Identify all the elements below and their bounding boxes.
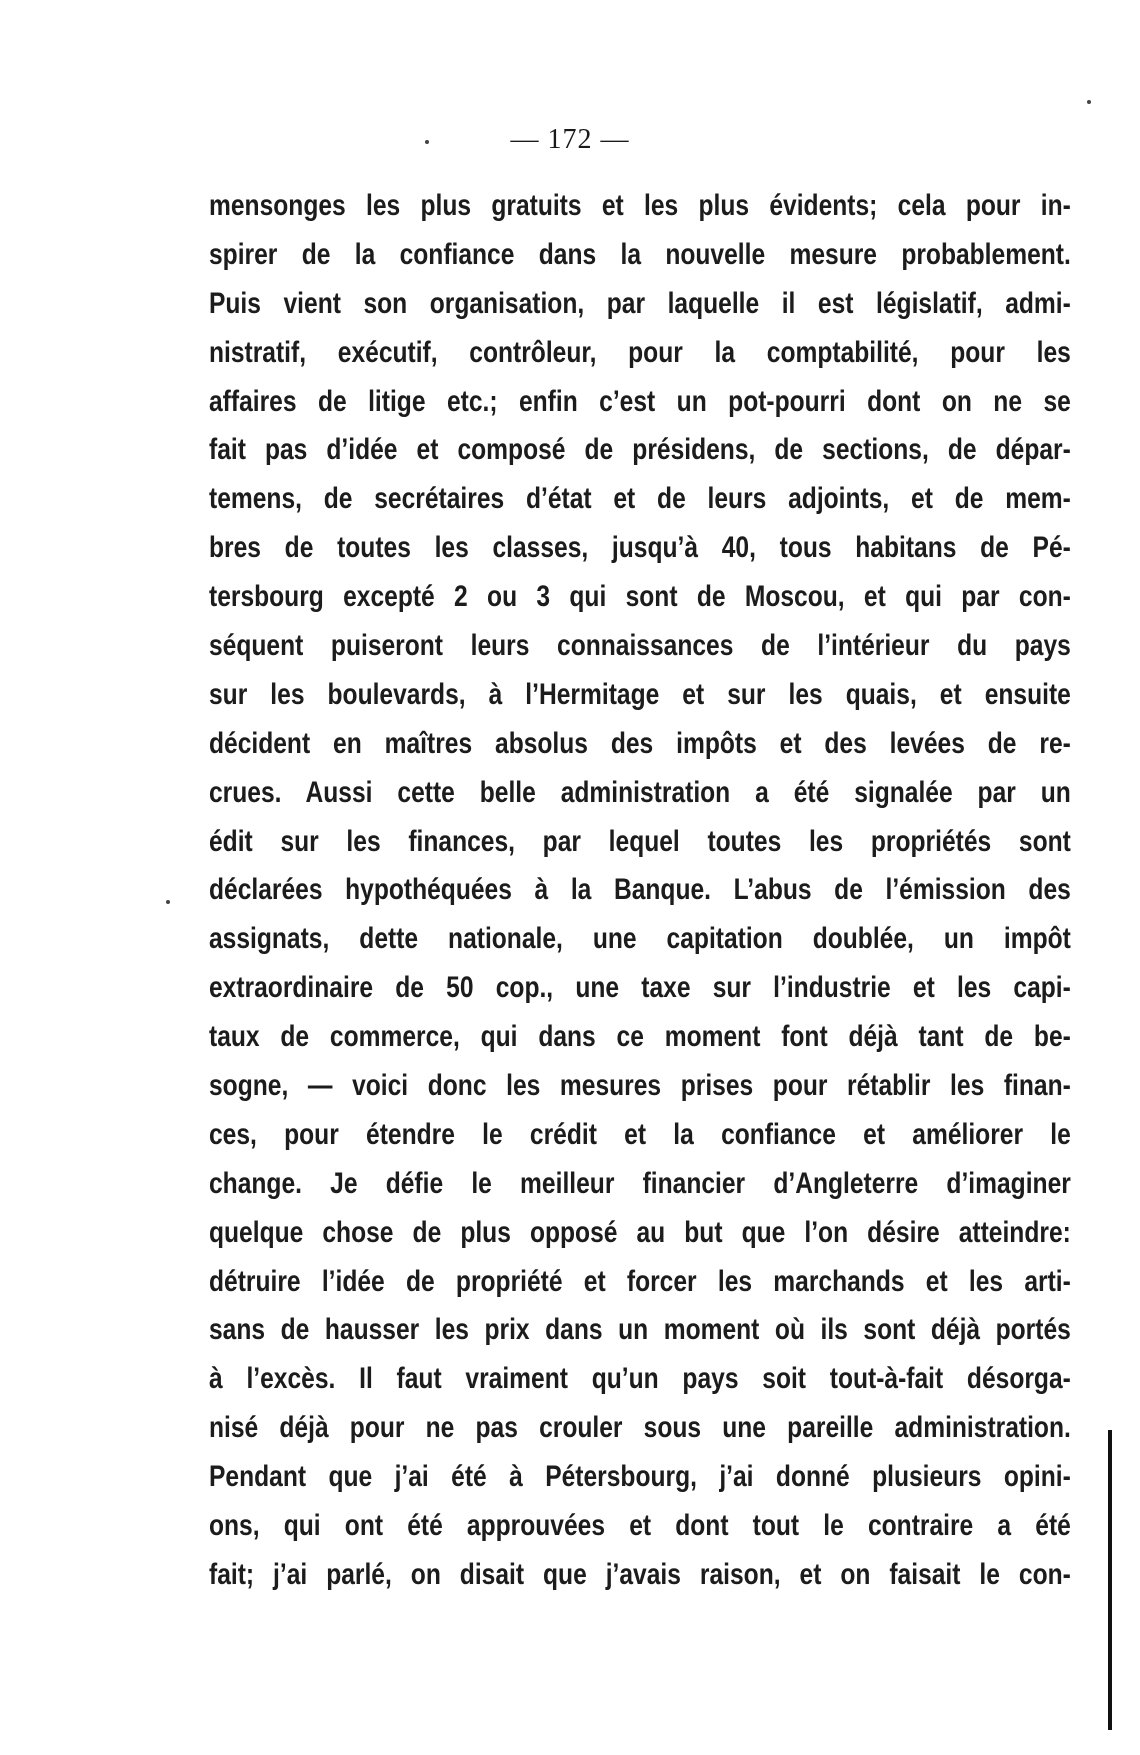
text-line: fait pas d’idée et composé de présidens, de sections, de dépar- [209,433,1071,467]
text-line: ons, qui ont été approuvées et dont tout le contraire a été [209,1509,1071,1543]
text-line: sur les boulevards, à l’Hermitage et sur les quais, et ensuite [209,677,1071,711]
text-line: nisé déjà pour ne pas crouler sous une pareille administration. [209,1411,1071,1445]
text-line: taux de commerce, qui dans ce moment font déjà tant de be- [209,1020,1071,1054]
scan-speck [1087,100,1091,104]
text-line: nistratif, exécutif, contrôleur, pour la comptabilité, pour les [209,335,1071,369]
body-text [209,182,1071,1600]
text-line: déclarées hypothéquées à la Banque. L’abus de l’émission des [209,873,1071,907]
text-line: extraordinaire de 50 cop., une taxe sur l’industrie et les capi- [209,971,1071,1005]
text-line: sogne, — voici donc les mesures prises pour rétablir les finan- [209,1069,1071,1103]
text-line: bres de toutes les classes, jusqu’à 40, tous habitans de Pé- [209,531,1071,565]
text-line: séquent puiseront leurs connaissances de l’intérieur du pays [209,629,1071,663]
scan-speck [166,900,170,904]
text-line: affaires de litige etc.; enfin c’est un pot-pourri dont on ne se [209,384,1071,418]
text-line: Puis vient son organisation, par laquelle il est législatif, admi- [209,286,1071,320]
text-line: décident en maîtres absolus des impôts et des levées de re- [209,726,1071,760]
text-line: tersbourg excepté 2 ou 3 qui sont de Moscou, et qui par con- [209,580,1071,614]
text-line: sans de hausser les prix dans un moment où ils sont déjà portés [209,1313,1071,1347]
text-line: à l’excès. Il faut vraiment qu’un pays soit tout-à-fait désorga- [209,1362,1071,1396]
text-line: quelque chose de plus opposé au but que l’on désire atteindre: [209,1215,1071,1249]
text-line: Pendant que j’ai été à Pétersbourg, j’ai donné plusieurs opini- [209,1460,1071,1494]
text-line: fait; j’ai parlé, on disait que j’avais raison, et on faisait le con- [209,1557,1071,1591]
page-number: — 172 — [510,124,630,155]
text-line: détruire l’idée de propriété et forcer les marchands et les arti- [209,1264,1071,1298]
text-line: édit sur les finances, par lequel toutes les propriétés sont [209,824,1071,858]
text-line: spirer de la confiance dans la nouvelle mesure probablement. [209,237,1071,271]
text-line: crues. Aussi cette belle administration a été signalée par un [209,775,1071,809]
text-line: assignats, dette nationale, une capitation doublée, un impôt [209,922,1071,956]
text-line: change. Je défie le meilleur financier d’Angleterre d’imaginer [209,1166,1071,1200]
page-edge-shadow [1108,1430,1112,1730]
scan-speck [425,140,429,144]
text-line: ces, pour étendre le crédit et la confiance et améliorer le [209,1117,1071,1151]
text-line: mensonges les plus gratuits et les plus évidents; cela pour in- [209,189,1071,222]
text-line: temens, de secrétaires d’état et de leurs adjoints, et de mem- [209,482,1071,516]
